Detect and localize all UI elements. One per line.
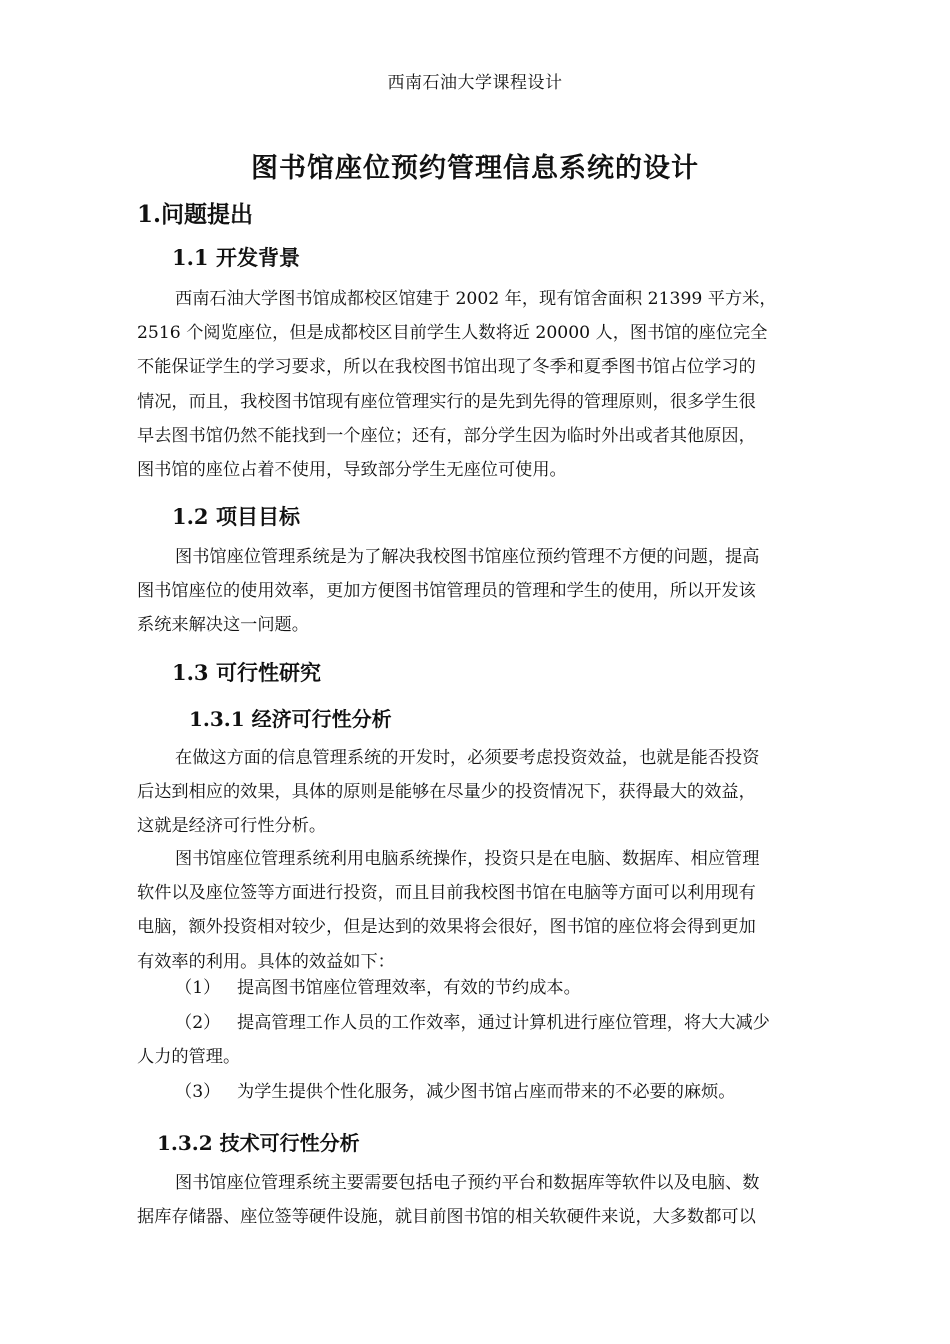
section-1-1-title: 开发背景 [216, 245, 300, 270]
text-line: 图书馆的座位占着不使用，导致部分学生无座位可使用。 [137, 460, 567, 481]
text-line: 图书馆座位管理系统利用电脑系统操作，投资只是在电脑、数据库、相应管理 [175, 849, 760, 869]
section-1-2-paragraph [137, 540, 829, 643]
section-1-1-number: 1.1 [172, 245, 209, 270]
section-1-3-1-paragraph-1 [137, 741, 829, 844]
text-line: 电脑，额外投资相对较少，但是达到的效果将会很好，图书馆的座位将会得到更加 [137, 917, 756, 938]
list-marker: （1） [175, 978, 221, 998]
section-1-3-2-paragraph [137, 1166, 829, 1234]
text-line: 这就是经济可行性分析。 [137, 816, 327, 837]
section-1-heading: 1.问题提出 [137, 201, 254, 228]
list-item [137, 1006, 829, 1074]
section-1-3-1-heading: 1.3.1 经济可行性分析 [189, 707, 392, 731]
text-line: 有效率的利用。具体的效益如下： [137, 951, 395, 972]
section-1-3-1-paragraph-2 [137, 842, 829, 979]
list-item-text: 提高图书馆座位管理效率，有效的节约成本。 [237, 978, 581, 998]
section-1-3-number: 1.3 [172, 660, 209, 685]
text-line: 图书馆座位管理系统是为了解决我校图书馆座位预约管理不方便的问题，提高 [175, 547, 760, 567]
section-1-3-title: 可行性研究 [216, 660, 321, 685]
list-item-text: 为学生提供个性化服务，减少图书馆占座而带来的不必要的麻烦。 [237, 1082, 736, 1102]
list-item-text-continued: 人力的管理。 [137, 1047, 241, 1068]
section-1-2-title: 项目目标 [216, 504, 300, 529]
text-line: 图书馆座位的使用效率，更加方便图书馆管理员的管理和学生的使用，所以开发该 [137, 581, 756, 602]
text-line: 据库存储器、座位签等硬件设施，就目前图书馆的相关软硬件来说，大多数都可以 [137, 1207, 756, 1228]
section-1-1-heading [172, 242, 300, 272]
list-marker: （3） [175, 1082, 221, 1102]
section-1-1-paragraph [137, 282, 829, 487]
text-line: 不能保证学生的学习要求，所以在我校图书馆出现了冬季和夏季图书馆占位学习的 [137, 357, 756, 378]
document-title: 图书馆座位预约管理信息系统的设计 [251, 153, 699, 184]
list-item [175, 1075, 735, 1109]
section-1-3-2-heading: 1.3.2 技术可行性分析 [157, 1131, 360, 1155]
list-item [175, 971, 581, 1005]
section-1-2-heading [172, 501, 300, 531]
text-line: 图书馆座位管理系统主要需要包括电子预约平台和数据库等软件以及电脑、数 [175, 1173, 760, 1193]
list-item-text: 提高管理工作人员的工作效率，通过计算机进行座位管理，将大大减少 [237, 1013, 770, 1033]
text-line: 西南石油大学图书馆成都校区馆建于 2002 年，现有馆舍面积 21399 平方米， [175, 289, 777, 309]
text-line: 系统来解决这一问题。 [137, 615, 309, 636]
page-header: 西南石油大学课程设计 [387, 73, 563, 93]
text-line: 早去图书馆仍然不能找到一个座位；还有，部分学生因为临时外出或者其他原因， [137, 425, 756, 446]
section-1-3-heading [172, 657, 321, 687]
text-line: 2516 个阅览座位，但是成都校区目前学生人数将近 20000 人，图书馆的座位完全 [137, 323, 768, 344]
text-line: 在做这方面的信息管理系统的开发时，必须要考虑投资效益，也就是能否投资 [175, 748, 760, 768]
section-1-2-number: 1.2 [172, 504, 209, 529]
text-line: 后达到相应的效果，具体的原则是能够在尽量少的投资情况下，获得最大的效益， [137, 782, 756, 803]
text-line: 软件以及座位签等方面进行投资，而且目前我校图书馆在电脑等方面可以利用现有 [137, 883, 756, 904]
text-line: 情况，而且，我校图书馆现有座位管理实行的是先到先得的管理原则，很多学生很 [137, 391, 756, 412]
list-marker: （2） [175, 1013, 221, 1033]
